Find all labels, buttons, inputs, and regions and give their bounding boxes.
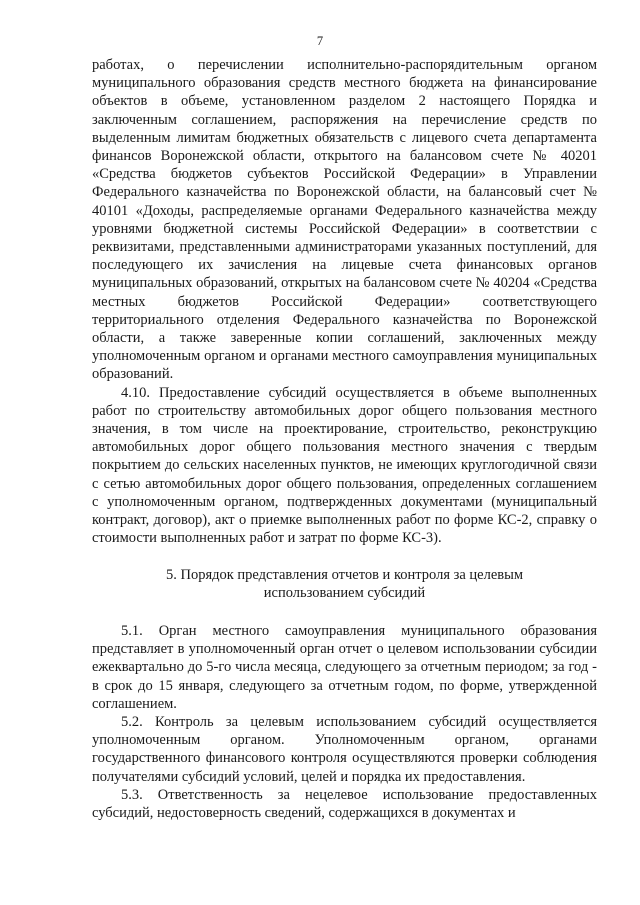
page-number: 7 — [316, 34, 324, 48]
paragraph-continuation: работах, о перечислении исполнительно-распорядительным органом муниципального образования средств местного бюджета на финансирование объектов в объеме, установленном разделом 2 настоящего Порядка и заключенным соглашением, распоряжения на перечисление средств по выделенным лимитам бюджетных обязательств с лицевого счета департамента финансов Воронежской области, открытого на балансовом счете № 40201 «Средства бюджетов субъектов Российской Федерации» в Управлении Федерального казначейства по Воронежской области, на балансовый счет № 40101 «Доходы, распределяемые органами Федерального казначейства между уровнями бюджетной системы Российской Федерации» в соответствии с реквизитами, представленными администраторами указанных поступлений, для последующего их зачисления на лицевые счета финансовых органов муниципальных образований, открытых на балансовом счете № 40204 «Средства местных бюджетов Российской Федерации» соответствующего территориального отделения Федерального казначейства по Воронежской области, а также заверенные копии соглашений, заключенных между уполномоченным органом и органами местного самоуправления муниципальных образований. — [92, 57, 597, 383]
section-5-heading — [92, 566, 597, 602]
paragraph-5-2: 5.2. Контроль за целевым использованием субсидий осуществляется уполномоченным органом. Уполномоченным органом, органами государственного финансового контроля осуществляются проверки соблюдения получателями субсидий условий, целей и порядка их предоставления. — [92, 714, 597, 785]
section-5-body — [92, 622, 597, 822]
paragraph-4-10: 4.10. Предоставление субсидий осуществляется в объеме выполненных работ по строительству автомобильных дорог общего пользования местного значения, в том числе на проектирование, строительство, реконструкцию автомобильных дорог общего пользования местного значения с твердым покрытием до сельских населенных пунктов, не имеющих круглогодичной связи с сетью автомобильных дорог общего пользования, определенных соглашением с уполномоченным органом, подтвержденных документами (муниципальный контракт, договор), акт о приемке выполненных работ по форме КС-2, справку о стоимости выполненных работ и затрат по форме КС-3). — [92, 384, 597, 547]
document-body — [92, 56, 597, 547]
paragraph-5-1: 5.1. Орган местного самоуправления муниципального образования представляет в уполномоченный орган отчет о целевом использовании субсидии ежеквартально до 5-го числа месяца, следующего за отчетным периодом; за год - в срок до 15 января, следующего за отчетным годом, по форме, утвержденной соглашением. — [92, 623, 597, 712]
paragraph-5-3: 5.3. Ответственность за нецелевое использование предоставленных субсидий, недостоверность сведений, содержащихся в документах и — [92, 786, 597, 822]
section-5-heading-line-1: 5. Порядок представления отчетов и контроля за целевым — [165, 567, 524, 583]
section-5-heading-line-2: использованием субсидий — [263, 585, 426, 602]
